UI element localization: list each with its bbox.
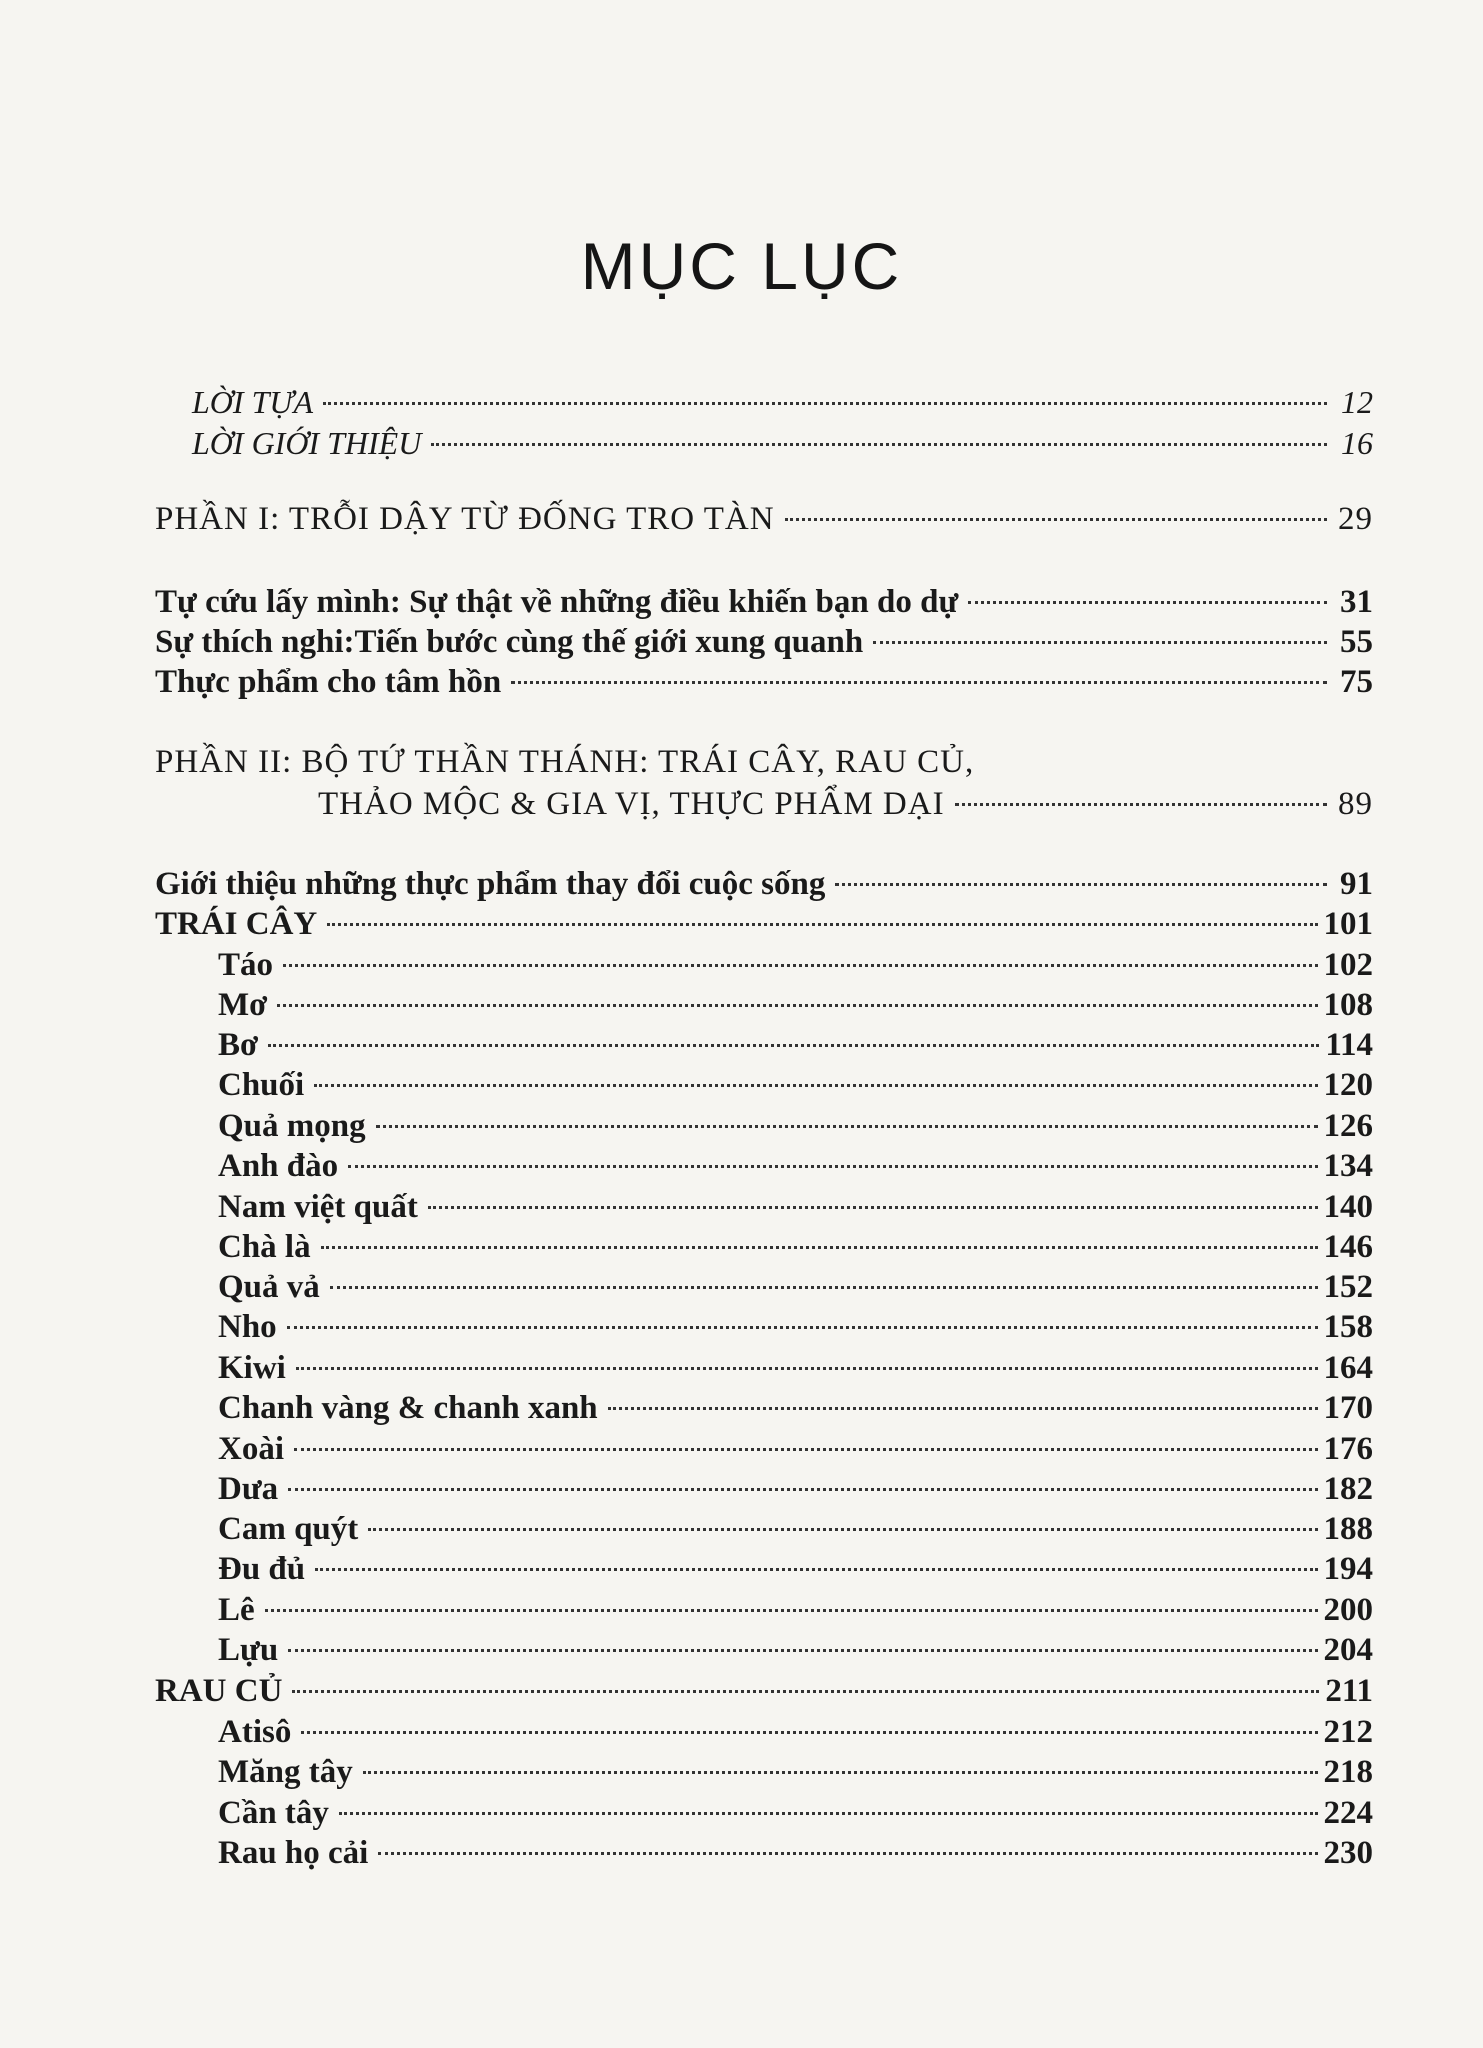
toc-page-number: 120 [1323, 1067, 1373, 1103]
toc-page-number: 158 [1323, 1309, 1373, 1345]
toc-entry[interactable] [218, 1507, 1373, 1551]
dot-leader [368, 1528, 1317, 1531]
toc-page-number: 170 [1323, 1390, 1373, 1426]
dot-leader [294, 1448, 1318, 1451]
toc-page-number: 176 [1323, 1431, 1373, 1467]
dot-leader [268, 1044, 1319, 1047]
toc-entry[interactable] [218, 1104, 1373, 1148]
dot-leader [330, 1286, 1318, 1289]
toc-entry[interactable] [218, 1710, 1373, 1754]
toc-entry-label: Bơ [218, 1027, 259, 1063]
dot-leader [288, 1649, 1317, 1652]
toc-entry-label: Đu đủ [218, 1551, 306, 1587]
toc-page-number: 204 [1323, 1632, 1373, 1668]
toc-entry-label: RAU CỦ [155, 1673, 283, 1709]
toc-entry-label: Lê [218, 1592, 255, 1628]
toc-entry[interactable] [218, 1750, 1373, 1794]
dot-leader [323, 402, 1327, 405]
toc-entry-label: TRÁI CÂY [155, 906, 318, 942]
dot-leader [785, 518, 1327, 521]
toc-entry-label: Anh đào [218, 1148, 339, 1184]
toc-page-number: 101 [1323, 906, 1373, 942]
toc-entry-label: Atisô [218, 1714, 292, 1750]
toc-page-number: 200 [1323, 1592, 1373, 1628]
toc-page-number: 194 [1323, 1551, 1373, 1587]
toc-entry[interactable] [155, 620, 1373, 664]
toc-entry-label: PHẦN II: BỘ TỨ THẦN THÁNH: TRÁI CÂY, RAU CỦ, [155, 744, 975, 780]
toc-page-number: 152 [1323, 1269, 1373, 1305]
toc-entry[interactable] [218, 943, 1373, 987]
toc-entry-label: Kiwi [218, 1350, 286, 1386]
toc-entry[interactable] [155, 580, 1373, 624]
toc-entry-label: Rau họ cải [218, 1835, 369, 1871]
toc-entry[interactable] [218, 1346, 1373, 1390]
dot-leader [327, 923, 1317, 926]
toc-page-number: 75 [1340, 664, 1373, 700]
toc-entry-label: Quả mọng [218, 1108, 366, 1144]
toc-entry-label: Chà là [218, 1229, 311, 1265]
dot-leader [288, 1488, 1317, 1491]
toc-page-number: 212 [1323, 1714, 1373, 1750]
dot-leader [277, 1004, 1317, 1007]
dot-leader [301, 1731, 1317, 1734]
toc-page-number: 12 [1341, 384, 1373, 420]
toc-entry[interactable] [218, 1063, 1373, 1107]
dot-leader [608, 1407, 1318, 1410]
toc-entry-label: Nam việt quất [218, 1189, 418, 1225]
toc-entry-label: Chuối [218, 1067, 305, 1103]
toc-entry[interactable] [218, 1265, 1373, 1309]
toc-entry[interactable] [192, 421, 1373, 465]
toc-entry[interactable] [155, 497, 1373, 541]
toc-entry[interactable] [155, 902, 1373, 946]
toc-entry[interactable] [218, 1305, 1373, 1349]
dot-leader [363, 1771, 1318, 1774]
toc-entry[interactable] [218, 1831, 1373, 1875]
dot-leader [314, 1084, 1317, 1087]
toc-entry-label: PHẦN I: TRỖI DẬY TỪ ĐỐNG TRO TÀN [155, 501, 775, 537]
dot-leader [265, 1609, 1318, 1612]
toc-entry-label: Xoài [218, 1431, 284, 1467]
toc-entry-label: Sự thích nghi:Tiến bước cùng thế giới xung quanh [155, 624, 864, 660]
toc-entry[interactable] [192, 380, 1373, 424]
dot-leader [315, 1568, 1317, 1571]
toc-entry[interactable] [155, 1669, 1373, 1713]
toc-page-number: 102 [1323, 947, 1373, 983]
toc-page-number: 114 [1325, 1027, 1373, 1063]
dot-leader [283, 964, 1317, 967]
toc-entry-label: THẢO MỘC & GIA VỊ, THỰC PHẨM DẠI [318, 786, 945, 822]
toc-entry[interactable] [155, 660, 1373, 704]
toc-entry-label: Tự cứu lấy mình: Sự thật về những điều khiến bạn do dự [155, 584, 959, 620]
toc-entry[interactable] [218, 1427, 1373, 1471]
dot-leader [376, 1125, 1318, 1128]
toc-page-number: 29 [1338, 501, 1373, 537]
toc-page-number: 55 [1340, 624, 1373, 660]
page-title: MỤC LỤC [580, 229, 903, 303]
dot-leader [339, 1812, 1318, 1815]
toc-entry[interactable] [218, 1628, 1373, 1672]
toc-entry[interactable] [218, 1467, 1373, 1511]
dot-leader [428, 1206, 1318, 1209]
toc-entry-label: Táo [218, 947, 274, 983]
toc-entry-label: Chanh vàng & chanh xanh [218, 1390, 598, 1426]
dot-leader [378, 1852, 1317, 1855]
toc-entry[interactable] [218, 983, 1373, 1027]
toc-entry[interactable] [218, 1791, 1373, 1835]
toc-entry-label: Giới thiệu những thực phẩm thay đổi cuộc sống [155, 866, 826, 902]
toc-entry[interactable] [218, 1144, 1373, 1188]
toc-entry-label: Lựu [218, 1632, 279, 1668]
toc-entry-label: Măng tây [218, 1754, 353, 1790]
toc-entry-label: LỜI TỰA [192, 384, 314, 420]
toc-entry[interactable] [318, 782, 1373, 826]
toc-entry[interactable] [218, 1547, 1373, 1591]
dot-leader [431, 443, 1327, 446]
dot-leader [296, 1367, 1318, 1370]
toc-entry-label: Cam quýt [218, 1511, 359, 1547]
toc-entry[interactable] [155, 862, 1373, 906]
toc-entry[interactable] [218, 1185, 1373, 1229]
toc-entry[interactable] [218, 1023, 1373, 1067]
toc-page-number: 89 [1338, 786, 1373, 822]
dot-leader [968, 601, 1327, 604]
toc-page-number: 134 [1323, 1148, 1373, 1184]
dot-leader [873, 641, 1327, 644]
toc-page-number: 211 [1325, 1673, 1373, 1709]
toc-page-number: 164 [1323, 1350, 1373, 1386]
dot-leader [955, 803, 1327, 806]
toc-page-number: 31 [1340, 584, 1373, 620]
toc-page-number: 91 [1340, 866, 1373, 902]
dot-leader [835, 883, 1327, 886]
toc-entry-label: Dưa [218, 1471, 279, 1507]
toc-entry-label: Mơ [218, 987, 268, 1023]
toc-entry-label: Nho [218, 1309, 277, 1345]
toc-entry-label: Cần tây [218, 1795, 329, 1831]
toc-page-number: 126 [1323, 1108, 1373, 1144]
toc-page-number: 146 [1323, 1229, 1373, 1265]
toc-page-number: 230 [1323, 1835, 1373, 1871]
toc-entry[interactable] [218, 1588, 1373, 1632]
dot-leader [321, 1246, 1318, 1249]
dot-leader [511, 681, 1327, 684]
dot-leader [348, 1165, 1317, 1168]
toc-page-number: 188 [1323, 1511, 1373, 1547]
toc-page-number: 218 [1323, 1754, 1373, 1790]
toc-entry-label: Thực phẩm cho tâm hồn [155, 664, 502, 700]
toc-page-number: 182 [1323, 1471, 1373, 1507]
toc-page-number: 140 [1323, 1189, 1373, 1225]
toc-entry[interactable] [218, 1386, 1373, 1430]
toc-page-number: 108 [1323, 987, 1373, 1023]
toc-page-number: 224 [1323, 1795, 1373, 1831]
toc-page-number: 16 [1341, 425, 1373, 461]
toc-entry-label: Quả vả [218, 1269, 320, 1305]
dot-leader [292, 1690, 1319, 1693]
dot-leader [287, 1326, 1318, 1329]
toc-entry[interactable] [218, 1225, 1373, 1269]
toc-entry-label: LỜI GIỚI THIỆU [192, 425, 422, 461]
